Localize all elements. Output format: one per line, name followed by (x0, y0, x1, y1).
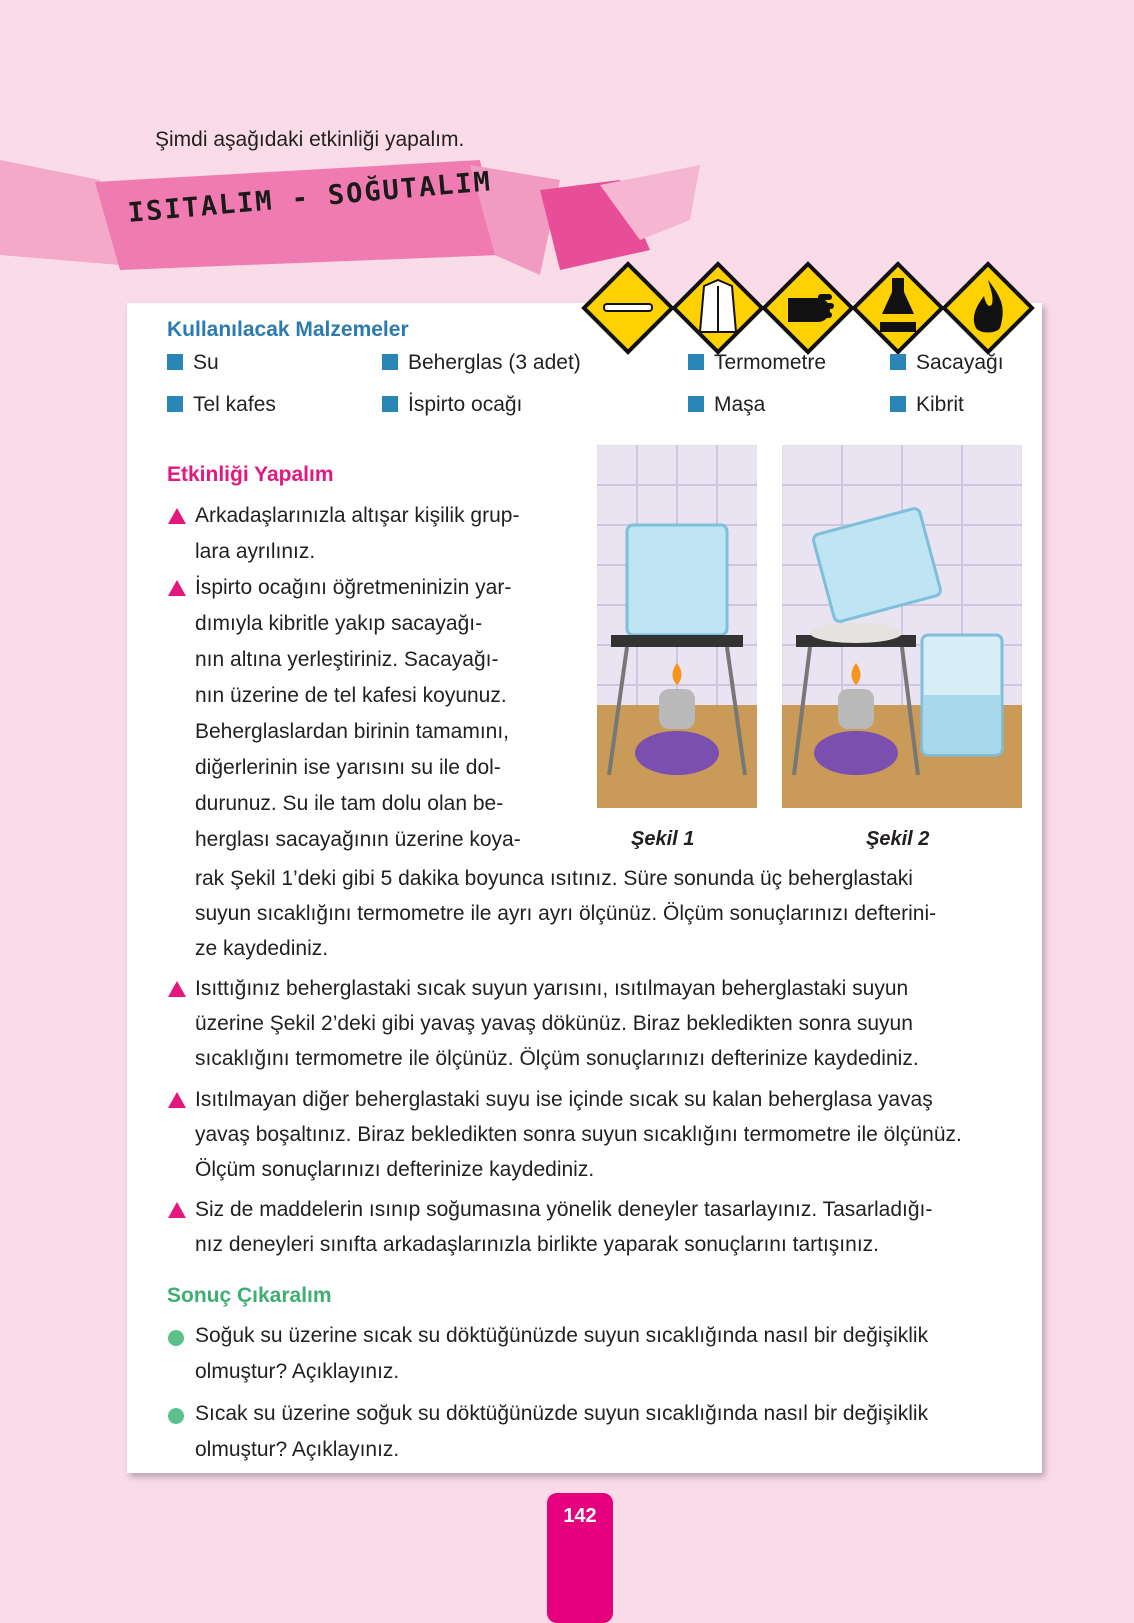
activity-line: diğerlerinin ise yarısını su ile dol- (195, 756, 501, 779)
bullet-square-icon (382, 354, 398, 370)
material-item: Maşa (688, 393, 765, 417)
intro-text: Şimdi aşağıdaki etkinliği yapalım. (155, 128, 465, 151)
bullet-square-icon (890, 354, 906, 370)
activity-line: yavaş boşaltınız. Biraz bekledikten sonra suyun sıcaklığını termometre ile ölçünüz. (195, 1123, 962, 1146)
bullet-square-icon (167, 396, 183, 412)
bullet-triangle-icon (168, 580, 186, 596)
activity-line: durunuz. Su ile tam dolu olan be- (195, 792, 504, 815)
figure-2-caption: Şekil 2 (866, 828, 930, 850)
page-number: 142 (547, 1493, 613, 1623)
scalpel-icon (584, 264, 672, 352)
bullet-square-icon (890, 396, 906, 412)
activity-line: İspirto ocağını öğretmeninizin yar- (195, 576, 512, 599)
activity-line: Ölçüm sonuçlarınızı defterinize kaydediniz. (195, 1158, 595, 1181)
safety-icons (580, 258, 1040, 358)
bullet-square-icon (382, 396, 398, 412)
activity-line: lara ayrılınız. (195, 540, 316, 563)
activity-line: dımıyla kibritle yakıp sacayağı- (195, 612, 483, 635)
lab-coat-icon (674, 264, 762, 352)
results-line: Soğuk su üzerine sıcak su döktüğünüzde suyun sıcaklığında nasıl bir değişiklik (195, 1324, 929, 1347)
bullet-triangle-icon (168, 981, 186, 997)
activity-line: üzerine Şekil 2’deki gibi yavaş yavaş dökünüz. Biraz bekledikten sonra suyun (195, 1012, 913, 1035)
bullet-square-icon (688, 396, 704, 412)
material-item: Sacayağı (890, 351, 1004, 375)
activity-line: nız deneyleri sınıfta arkadaşlarınızla birlikte yaparak sonuçlarını tartışınız. (195, 1233, 879, 1256)
activity-line: Beherglaslardan birinin tamamını, (195, 720, 509, 743)
activity-line: nın altına yerleştiriniz. Sacayağı- (195, 648, 499, 671)
bullet-triangle-icon (168, 1092, 186, 1108)
activity-line: Isıttığınız beherglastaki sıcak suyun yarısını, ısıtılmayan beherglastaki suyun (195, 977, 909, 1000)
activity-title: ISITALIM - SOĞUTALIM (126, 166, 494, 229)
activity-line: ze kaydediniz. (195, 937, 329, 960)
bullet-circle-icon (168, 1408, 184, 1424)
activity-line: suyun sıcaklığını termometre ile ayrı ayrı ölçünüz. Ölçüm sonuçlarınızı defterini- (195, 902, 937, 925)
bullet-square-icon (688, 354, 704, 370)
material-item: Tel kafes (167, 393, 276, 417)
bullet-square-icon (167, 354, 183, 370)
results-line: olmuştur? Açıklayınız. (195, 1438, 400, 1461)
material-item: Su (167, 351, 219, 375)
activity-line: sıcaklığını termometre ile ölçünüz. Ölçüm sonuçlarınızı defterinize kaydediniz. (195, 1047, 919, 1070)
figure-2-illustration (782, 445, 1022, 808)
activity-line: rak Şekil 1’deki gibi 5 dakika boyunca ısıtınız. Süre sonunda üç beherglastaki (195, 867, 913, 890)
activity-line: Siz de maddelerin ısınıp soğumasına yönelik deneyler tasarlayınız. Tasarladığı- (195, 1198, 933, 1221)
bullet-triangle-icon (168, 1202, 186, 1218)
material-item: İspirto ocağı (382, 393, 522, 417)
corrosive-icon (854, 264, 942, 352)
results-heading: Sonuç Çıkaralım (167, 1284, 332, 1307)
figure-1-illustration (597, 445, 757, 808)
bullet-triangle-icon (168, 508, 186, 524)
material-item: Termometre (688, 351, 826, 375)
material-item: Beherglas (3 adet) (382, 351, 581, 375)
results-line: olmuştur? Açıklayınız. (195, 1360, 400, 1383)
figure-1-caption: Şekil 1 (631, 828, 695, 850)
glove-icon (764, 264, 852, 352)
fire-icon (944, 264, 1032, 352)
activity-line: nın üzerine de tel kafesi koyunuz. (195, 684, 507, 707)
materials-heading: Kullanılacak Malzemeler (167, 318, 409, 341)
bullet-circle-icon (168, 1330, 184, 1346)
activity-heading: Etkinliği Yapalım (167, 463, 334, 486)
activity-line: Arkadaşlarınızla altışar kişilik grup- (195, 504, 520, 527)
activity-line: Isıtılmayan diğer beherglastaki suyu ise içinde sıcak su kalan beherglasa yavaş (195, 1088, 933, 1111)
results-line: Sıcak su üzerine soğuk su döktüğünüzde suyun sıcaklığında nasıl bir değişiklik (195, 1402, 929, 1425)
activity-line: herglası sacayağının üzerine koya- (195, 828, 521, 851)
material-item: Kibrit (890, 393, 964, 417)
